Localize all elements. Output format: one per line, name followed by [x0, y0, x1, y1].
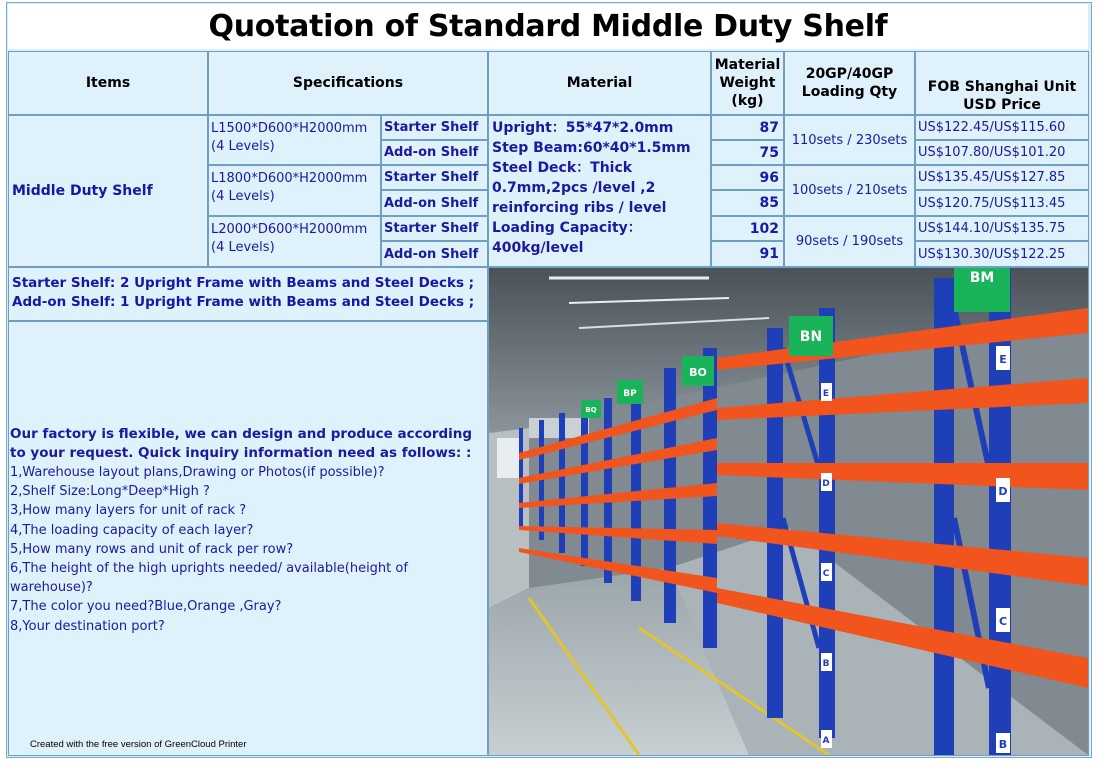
unit-price: US$107.80/US$101.20 — [915, 140, 1089, 165]
unit-price: US$120.75/US$113.45 — [915, 190, 1089, 216]
shelf-type: Starter Shelf — [381, 216, 488, 241]
material-line: Steel Deck：Thick — [492, 160, 633, 176]
level-label: E — [822, 389, 830, 399]
level-label: C — [998, 615, 1008, 628]
shelf-type: Add-on Shelf — [381, 241, 488, 267]
shelf-type: Starter Shelf — [381, 115, 488, 140]
shelving-illustration — [489, 268, 1088, 755]
aisle-label: BQ — [585, 406, 597, 414]
warehouse-photo — [488, 267, 1089, 756]
material-line: 0.7mm,2pcs /level ,2 — [492, 180, 656, 196]
material-line: Loading Capacity： — [492, 220, 642, 236]
aisle-label: BO — [689, 366, 707, 379]
inquiry-item: 5,How many rows and unit of rack per row? — [10, 541, 294, 557]
unit-price: US$122.45/US$115.60 — [915, 115, 1089, 140]
weight-value: 85 — [711, 190, 784, 216]
header-material: Material — [488, 51, 711, 115]
level-label: C — [822, 569, 830, 579]
loading-qty: 100sets / 210sets — [784, 165, 915, 216]
header-specifications: Specifications — [208, 51, 488, 115]
inquiry-text — [10, 425, 480, 636]
inquiry-item: 2,Shelf Size:Long*Deep*High ? — [10, 484, 210, 500]
printer-credit: Created with the free version of GreenCloud Printer — [30, 739, 247, 750]
weight-value: 75 — [711, 140, 784, 165]
material-line: Upright：55*47*2.0mm — [492, 120, 674, 136]
material-line: Step Beam:60*40*1.5mm — [492, 140, 691, 156]
header-items: Items — [8, 51, 208, 115]
shelf-type: Add-on Shelf — [381, 190, 488, 216]
inquiry-item: 1,Warehouse layout plans,Drawing or Photos(if possible)? — [10, 465, 385, 480]
level-label: E — [999, 353, 1007, 366]
aisle-label: BN — [799, 329, 823, 345]
weight-value: 102 — [711, 216, 784, 241]
level-label: D — [998, 485, 1008, 498]
shelf-type: Add-on Shelf — [381, 140, 488, 165]
aisle-label: BM — [969, 270, 995, 286]
note-addon: Add-on Shelf: 1 Upright Frame with Beams and Steel Decks ; — [12, 294, 475, 310]
header-fob-price: FOB Shanghai Unit USD Price — [915, 51, 1089, 115]
inquiry-item: 3,How many layers for unit of rack ? — [10, 503, 247, 519]
level-label: B — [998, 738, 1008, 751]
inquiry-item: 6,The height of the high uprights needed/ available(height of warehouse)? — [10, 561, 408, 596]
page-title: Quotation of Standard Middle Duty Shelf — [8, 4, 1088, 49]
level-label: A — [822, 736, 830, 746]
level-label: D — [822, 479, 830, 489]
unit-price: US$135.45/US$127.85 — [915, 165, 1089, 190]
header-material-weight: Material Weight (kg) — [711, 51, 784, 115]
loading-qty: 110sets / 230sets — [784, 115, 915, 165]
weight-value: 87 — [711, 115, 784, 140]
spec-size: L1500*D600*H2000mm (4 Levels) — [208, 115, 381, 165]
note-starter: Starter Shelf: 2 Upright Frame with Beams and Steel Decks ; — [12, 275, 475, 291]
inquiry-item: 8,Your destination port? — [10, 618, 165, 634]
shelf-notes — [8, 267, 488, 321]
item-name: Middle Duty Shelf — [8, 115, 208, 267]
header-loading-qty: 20GP/40GP Loading Qty — [784, 51, 915, 115]
material-line: 400kg/level — [492, 240, 584, 256]
loading-qty: 90sets / 190sets — [784, 216, 915, 267]
unit-price: US$130.30/US$122.25 — [915, 241, 1089, 267]
inquiry-item: 7,The color you need?Blue,Orange ,Gray? — [10, 599, 282, 615]
spec-size: L2000*D600*H2000mm (4 Levels) — [208, 216, 381, 267]
aisle-label: BP — [623, 389, 637, 399]
level-label: B — [822, 659, 830, 669]
inquiry-lead: Our factory is flexible, we can design and produce according to your request. Quick inquiry information need as follows: : — [10, 426, 473, 461]
weight-value: 91 — [711, 241, 784, 267]
shelf-type: Starter Shelf — [381, 165, 488, 190]
material-line: reinforcing ribs / level — [492, 200, 667, 216]
spec-size: L1800*D600*H2000mm (4 Levels) — [208, 165, 381, 216]
inquiry-item: 4,The loading capacity of each layer? — [10, 522, 254, 538]
unit-price: US$144.10/US$135.75 — [915, 216, 1089, 241]
weight-value: 96 — [711, 165, 784, 190]
material-description — [488, 115, 711, 267]
